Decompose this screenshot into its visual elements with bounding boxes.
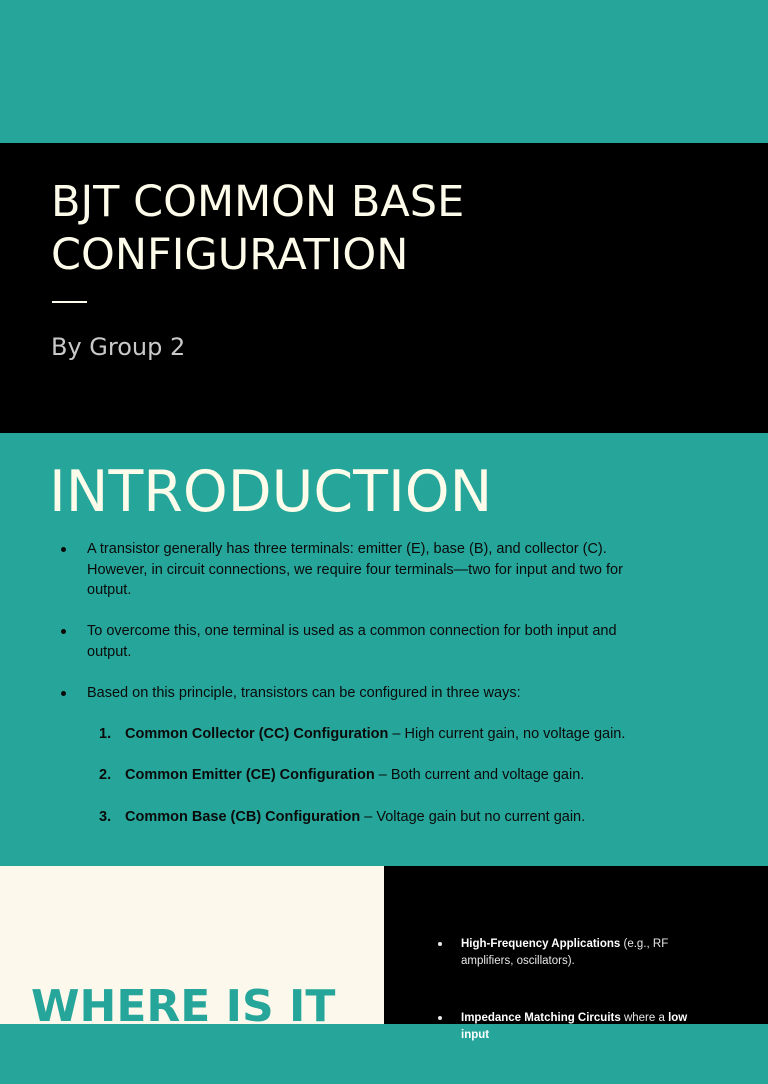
configuration-item: [99, 807, 699, 828]
introduction-bullet-list: [60, 539, 660, 724]
configuration-name: Common Base (CB) Configuration: [125, 808, 361, 825]
where-right-panel: [384, 866, 768, 1041]
bullet-icon: [61, 691, 66, 696]
configuration-item: [99, 724, 699, 745]
application-emphasis: low input: [461, 1012, 688, 1041]
configuration-description: – Voltage gain but no current gain.: [360, 808, 586, 825]
configuration-item: [99, 765, 699, 786]
title-divider: [52, 301, 87, 303]
application-text: where a: [620, 1012, 669, 1024]
top-slide-band: [0, 0, 768, 143]
application-name: Impedance Matching Circuits: [461, 1012, 621, 1024]
application-item: [437, 1010, 697, 1043]
bullet-text: To overcome this, one terminal is used as a common connection for both input and output.: [87, 623, 617, 660]
bullet-icon: [438, 942, 442, 946]
bullet-icon: [438, 1016, 442, 1020]
bullet-text: Based on this principle, transistors can be configured in three ways:: [87, 684, 521, 701]
item-number: 2.: [99, 767, 112, 784]
application-list: [437, 936, 697, 1084]
configuration-name: Common Collector (CC) Configuration: [125, 726, 389, 742]
configuration-description: – High current gain, no voltage gain.: [388, 726, 626, 742]
bullet-icon: [61, 629, 66, 634]
where-left-panel: [0, 866, 384, 1032]
item-number: 1.: [99, 726, 112, 742]
bullet-item: [60, 683, 660, 704]
bullet-text: A transistor generally has three terminals: emitter (E), base (B), and collector (C). However, in circuit connections, we require four terminals—two for input and two for output.: [87, 541, 623, 598]
application-name: High-Frequency Applications: [461, 938, 621, 950]
bullet-item: [60, 621, 660, 662]
slide-subtitle: By Group 2: [51, 333, 186, 361]
bullet-icon: [61, 547, 66, 552]
introduction-slide: [0, 433, 768, 866]
application-item: [437, 936, 697, 969]
introduction-heading: INTRODUCTION: [49, 459, 493, 525]
slide-title: BJT COMMON BASE CONFIGURATION: [51, 177, 465, 280]
where-used-slide: [0, 866, 768, 1041]
where-heading: WHERE IS IT: [31, 981, 336, 1032]
bullet-item: [60, 539, 660, 601]
title-slide: [0, 143, 768, 433]
configuration-list: [99, 724, 699, 848]
configuration-description: – Both current and voltage gain.: [374, 767, 585, 784]
application-text: (e.g., RF amplifiers, oscillators).: [461, 938, 669, 967]
item-number: 3.: [99, 808, 112, 825]
configuration-name: Common Emitter (CE) Configuration: [125, 767, 375, 784]
